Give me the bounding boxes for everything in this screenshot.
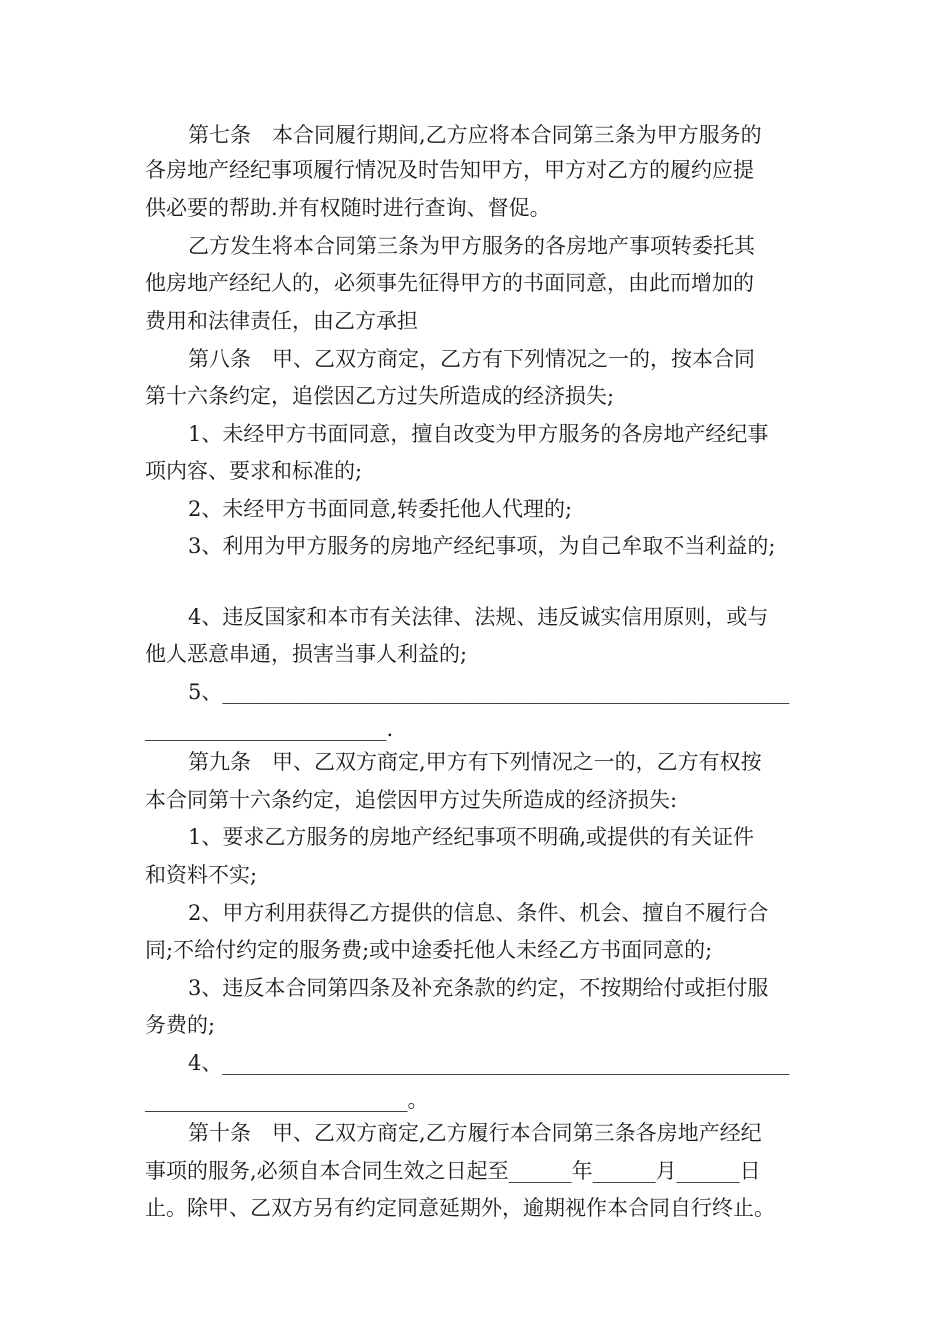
text-line: 1、要求乙方服务的房地产经纪事项不明确,或提供的有关证件: [188, 825, 755, 849]
text-line: 乙方发生将本合同第三条为甲方服务的各房地产事项转委托其: [188, 234, 755, 258]
text-line: 3、利用为甲方服务的房地产经纪事项，为自己牟取不当利益的;: [188, 534, 776, 558]
text-line: 同;不给付约定的服务费;或中途委托他人未经乙方书面同意的;: [145, 938, 713, 962]
text-line: 第十条 甲、乙双方商定,乙方履行本合同第三条各房地产经纪: [188, 1121, 762, 1145]
text-line: 和资料不实;: [145, 863, 258, 887]
text-line: 项内容、要求和标准的;: [145, 459, 363, 483]
text-line: 各房地产经纪事项履行情况及时告知甲方，甲方对乙方的履约应提: [145, 158, 754, 182]
text-line: 他房地产经纪人的，必须事先征得甲方的书面同意，由此而增加的: [145, 271, 754, 295]
text-line: 4、______________________________________________________: [188, 1051, 790, 1075]
text-line: 他人恶意串通，损害当事人利益的;: [145, 642, 468, 666]
text-line: 止。除甲、乙双方另有约定同意延期外，逾期视作本合同自行终止。: [145, 1196, 775, 1220]
text-line: 事项的服务,必须自本合同生效之日起至______年______月______日: [145, 1159, 761, 1183]
text-line: 2、甲方利用获得乙方提供的信息、条件、机会、擅自不履行合: [188, 901, 769, 925]
text-line: 第七条 本合同履行期间,乙方应将本合同第三条为甲方服务的: [188, 123, 762, 147]
text-line: 5、______________________________________________________: [188, 680, 790, 704]
text-line: _______________________.: [145, 717, 394, 741]
text-line: 第九条 甲、乙双方商定,甲方有下列情况之一的，乙方有权按: [188, 750, 762, 774]
text-line: 3、违反本合同第四条及补充条款的约定，不按期给付或拒付服: [188, 976, 769, 1000]
text-line: _________________________。: [145, 1088, 429, 1112]
text-line: 4、违反国家和本市有关法律、法规、违反诚实信用原则，或与: [188, 605, 769, 629]
text-line: 务费的;: [145, 1013, 216, 1037]
text-line: 本合同第十六条约定，追偿因甲方过失所造成的经济损失:: [145, 788, 678, 812]
text-line: 费用和法律责任，由乙方承担: [145, 309, 418, 333]
text-line: 供必要的帮助.并有权随时进行查询、督促。: [145, 196, 551, 220]
text-line: 1、未经甲方书面同意，擅自改变为甲方服务的各房地产经纪事: [188, 422, 769, 446]
text-line: 第十六条约定，追偿因乙方过失所造成的经济损失;: [145, 384, 615, 408]
text-line: 第八条 甲、乙双方商定，乙方有下列情况之一的，按本合同: [188, 347, 755, 371]
text-line: 2、未经甲方书面同意,转委托他人代理的;: [188, 497, 573, 521]
